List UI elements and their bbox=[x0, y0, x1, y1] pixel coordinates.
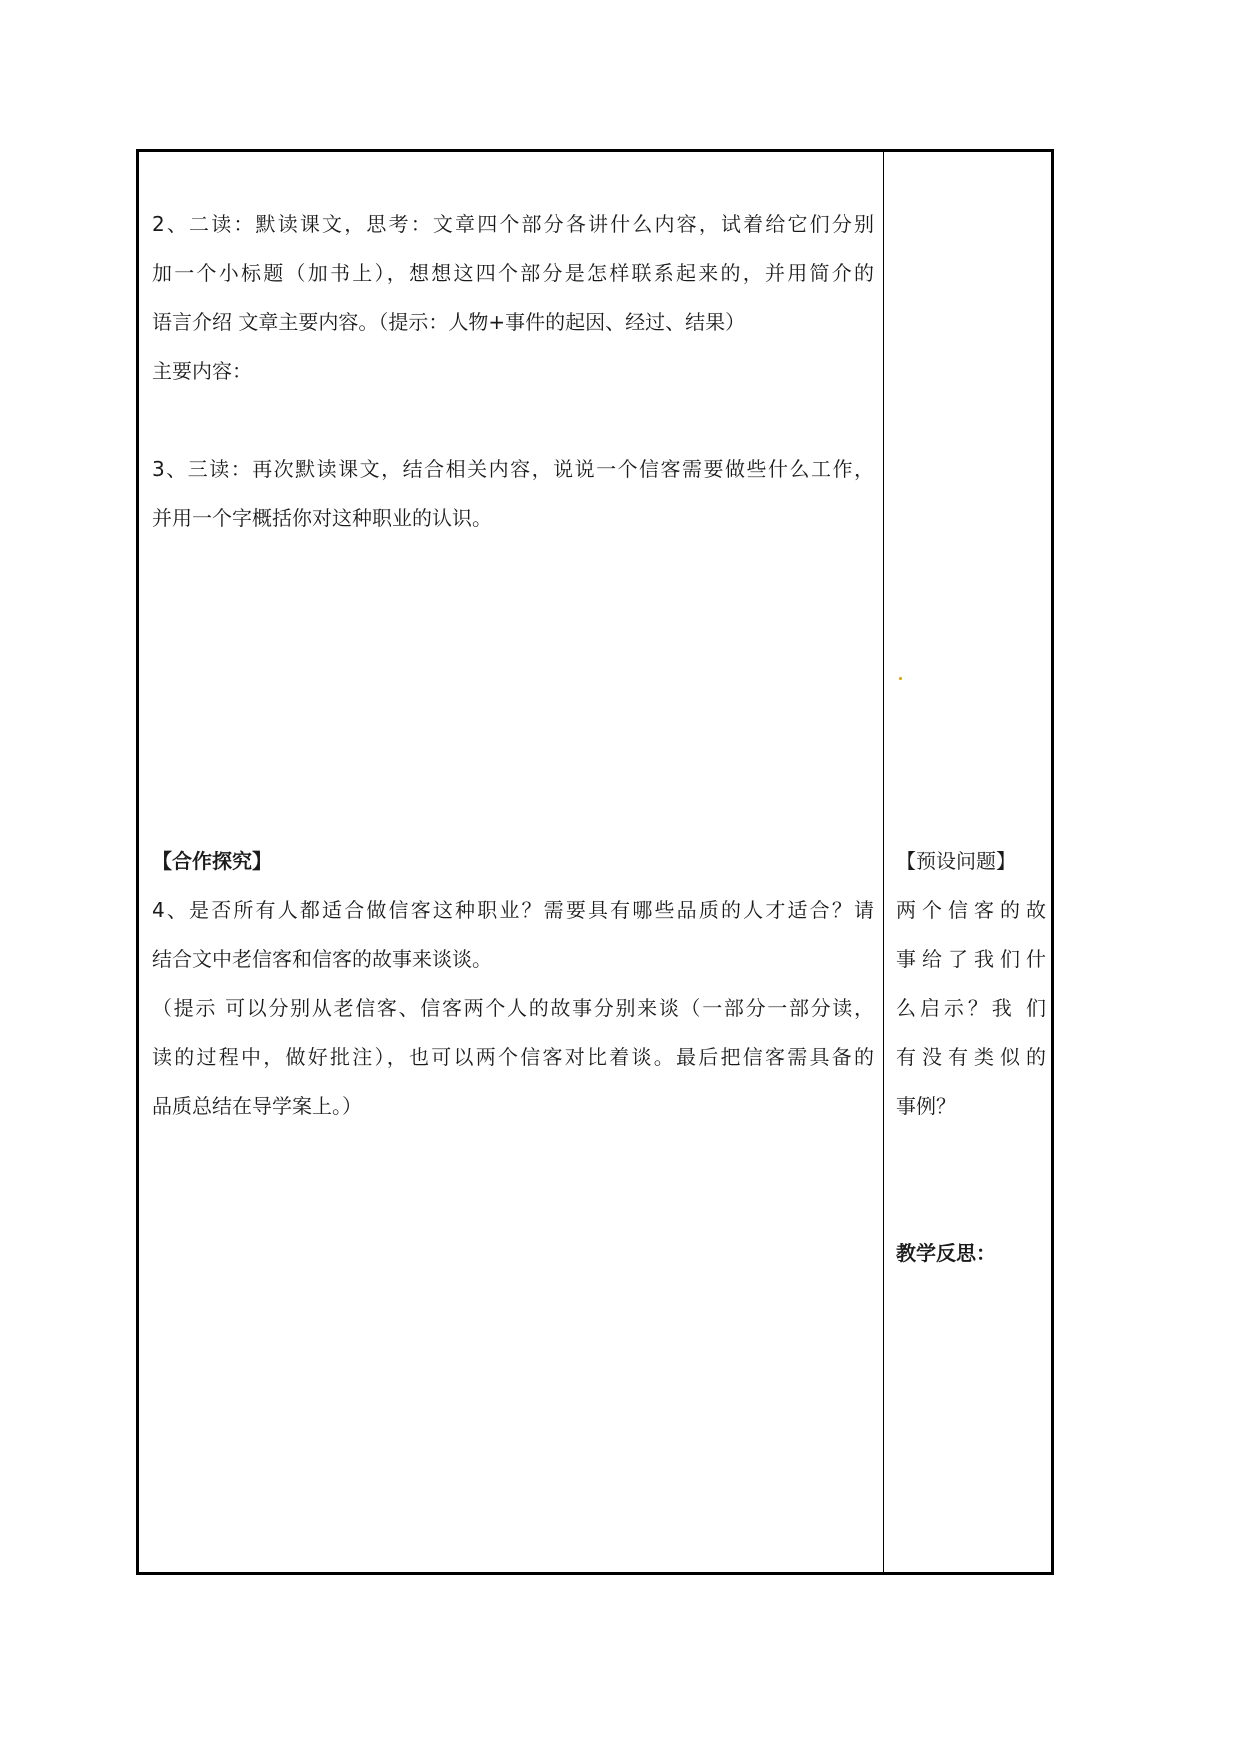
preset-question-line-1: 两个信客的故 bbox=[896, 898, 1046, 922]
question-2-line-1: 2、二读：默读课文，思考：文章四个部分各讲什么内容，试着给它们分别 bbox=[152, 212, 874, 236]
question-2-line-3: 语言介绍 文章主要内容。（提示：人物+事件的起因、经过、结果） bbox=[152, 310, 746, 334]
preset-question-line-3: 么启示？我 们 bbox=[896, 996, 1046, 1020]
main-content-label: 主要内容： bbox=[152, 359, 252, 383]
question-4-line-2: 结合文中老信客和信客的故事来谈谈。 bbox=[152, 947, 492, 971]
question-4-line-1: 4、是否所有人都适合做信客这种职业？需要具有哪些品质的人才适合？请 bbox=[152, 898, 874, 922]
preset-question-line-4: 有没有类似的 bbox=[896, 1045, 1046, 1069]
lesson-table bbox=[136, 149, 1054, 1575]
question-3-line-1: 3、三读：再次默读课文，结合相关内容，说说一个信客需要做些什么工作， bbox=[152, 457, 874, 481]
question-2-line-2: 加一个小标题（加书上），想想这四个部分是怎样联系起来的，并用简介的 bbox=[152, 261, 874, 285]
preset-question-line-2: 事给了我们什 bbox=[896, 947, 1046, 971]
preset-question-line-5: 事例？ bbox=[896, 1094, 956, 1118]
question-4-hint-line-1: （提示 可以分别从老信客、信客两个人的故事分别来谈（一部分一部分读， bbox=[152, 996, 874, 1020]
question-3-line-2: 并用一个字概括你对这种职业的认识。 bbox=[152, 506, 492, 530]
stray-dot-mark bbox=[899, 677, 902, 680]
cooperative-inquiry-heading: 【合作探究】 bbox=[152, 849, 272, 873]
teaching-reflection-label: 教学反思： bbox=[896, 1241, 996, 1265]
column-divider bbox=[883, 152, 884, 1572]
question-4-hint-line-3: 品质总结在导学案上。） bbox=[152, 1094, 362, 1118]
preset-questions-heading: 【预设问题】 bbox=[896, 849, 1016, 873]
question-4-hint-line-2: 读的过程中，做好批注），也可以两个信客对比着谈。最后把信客需具备的 bbox=[152, 1045, 874, 1069]
